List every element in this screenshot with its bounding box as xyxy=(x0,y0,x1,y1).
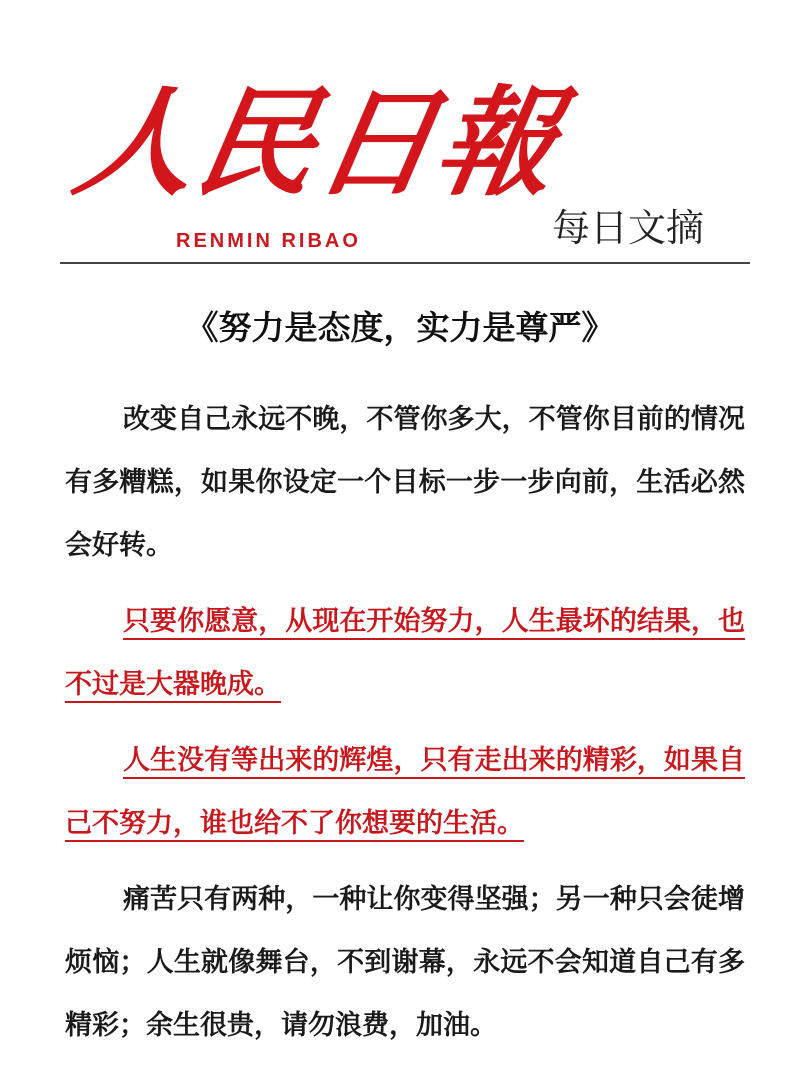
paragraph-4 xyxy=(65,868,745,1057)
paragraph-1-text: 改变自己永远不晚，不管你多大，不管你目前的情况有多糟糕，如果你设定一个目标一步一步向前，生活必然会好转。 xyxy=(65,404,745,561)
masthead xyxy=(0,0,800,270)
column-name: 每日文摘 xyxy=(552,206,705,250)
paragraph-2-highlight xyxy=(65,590,745,716)
paragraph-3-text: 人生没有等出来的辉煌，只有走出来的精彩，如果自己不努力，谁也给不了你想要的生活。 xyxy=(65,745,745,839)
header-divider xyxy=(60,262,750,264)
paragraph-2-text: 只要你愿意，从现在开始努力，人生最坏的结果，也不过是大器晚成。 xyxy=(65,606,745,700)
logo-calligraphy: 人民日報 xyxy=(65,73,571,212)
paragraph-3-highlight xyxy=(65,729,745,855)
paragraph-4-text: 痛苦只有两种，一种让你变得坚强；另一种只会徒增烦恼；人生就像舞台，不到谢幕，永远不会知道自己有多精彩；余生很贵，请勿浪费，加油。 xyxy=(65,884,745,1041)
logo-pinyin: RENMIN RIBAO xyxy=(176,230,361,252)
newspaper-logo xyxy=(65,73,571,252)
paragraph-1 xyxy=(65,388,745,577)
article-body xyxy=(65,388,745,1070)
article-title: 《努力是态度，实力是尊严》 xyxy=(185,308,615,347)
